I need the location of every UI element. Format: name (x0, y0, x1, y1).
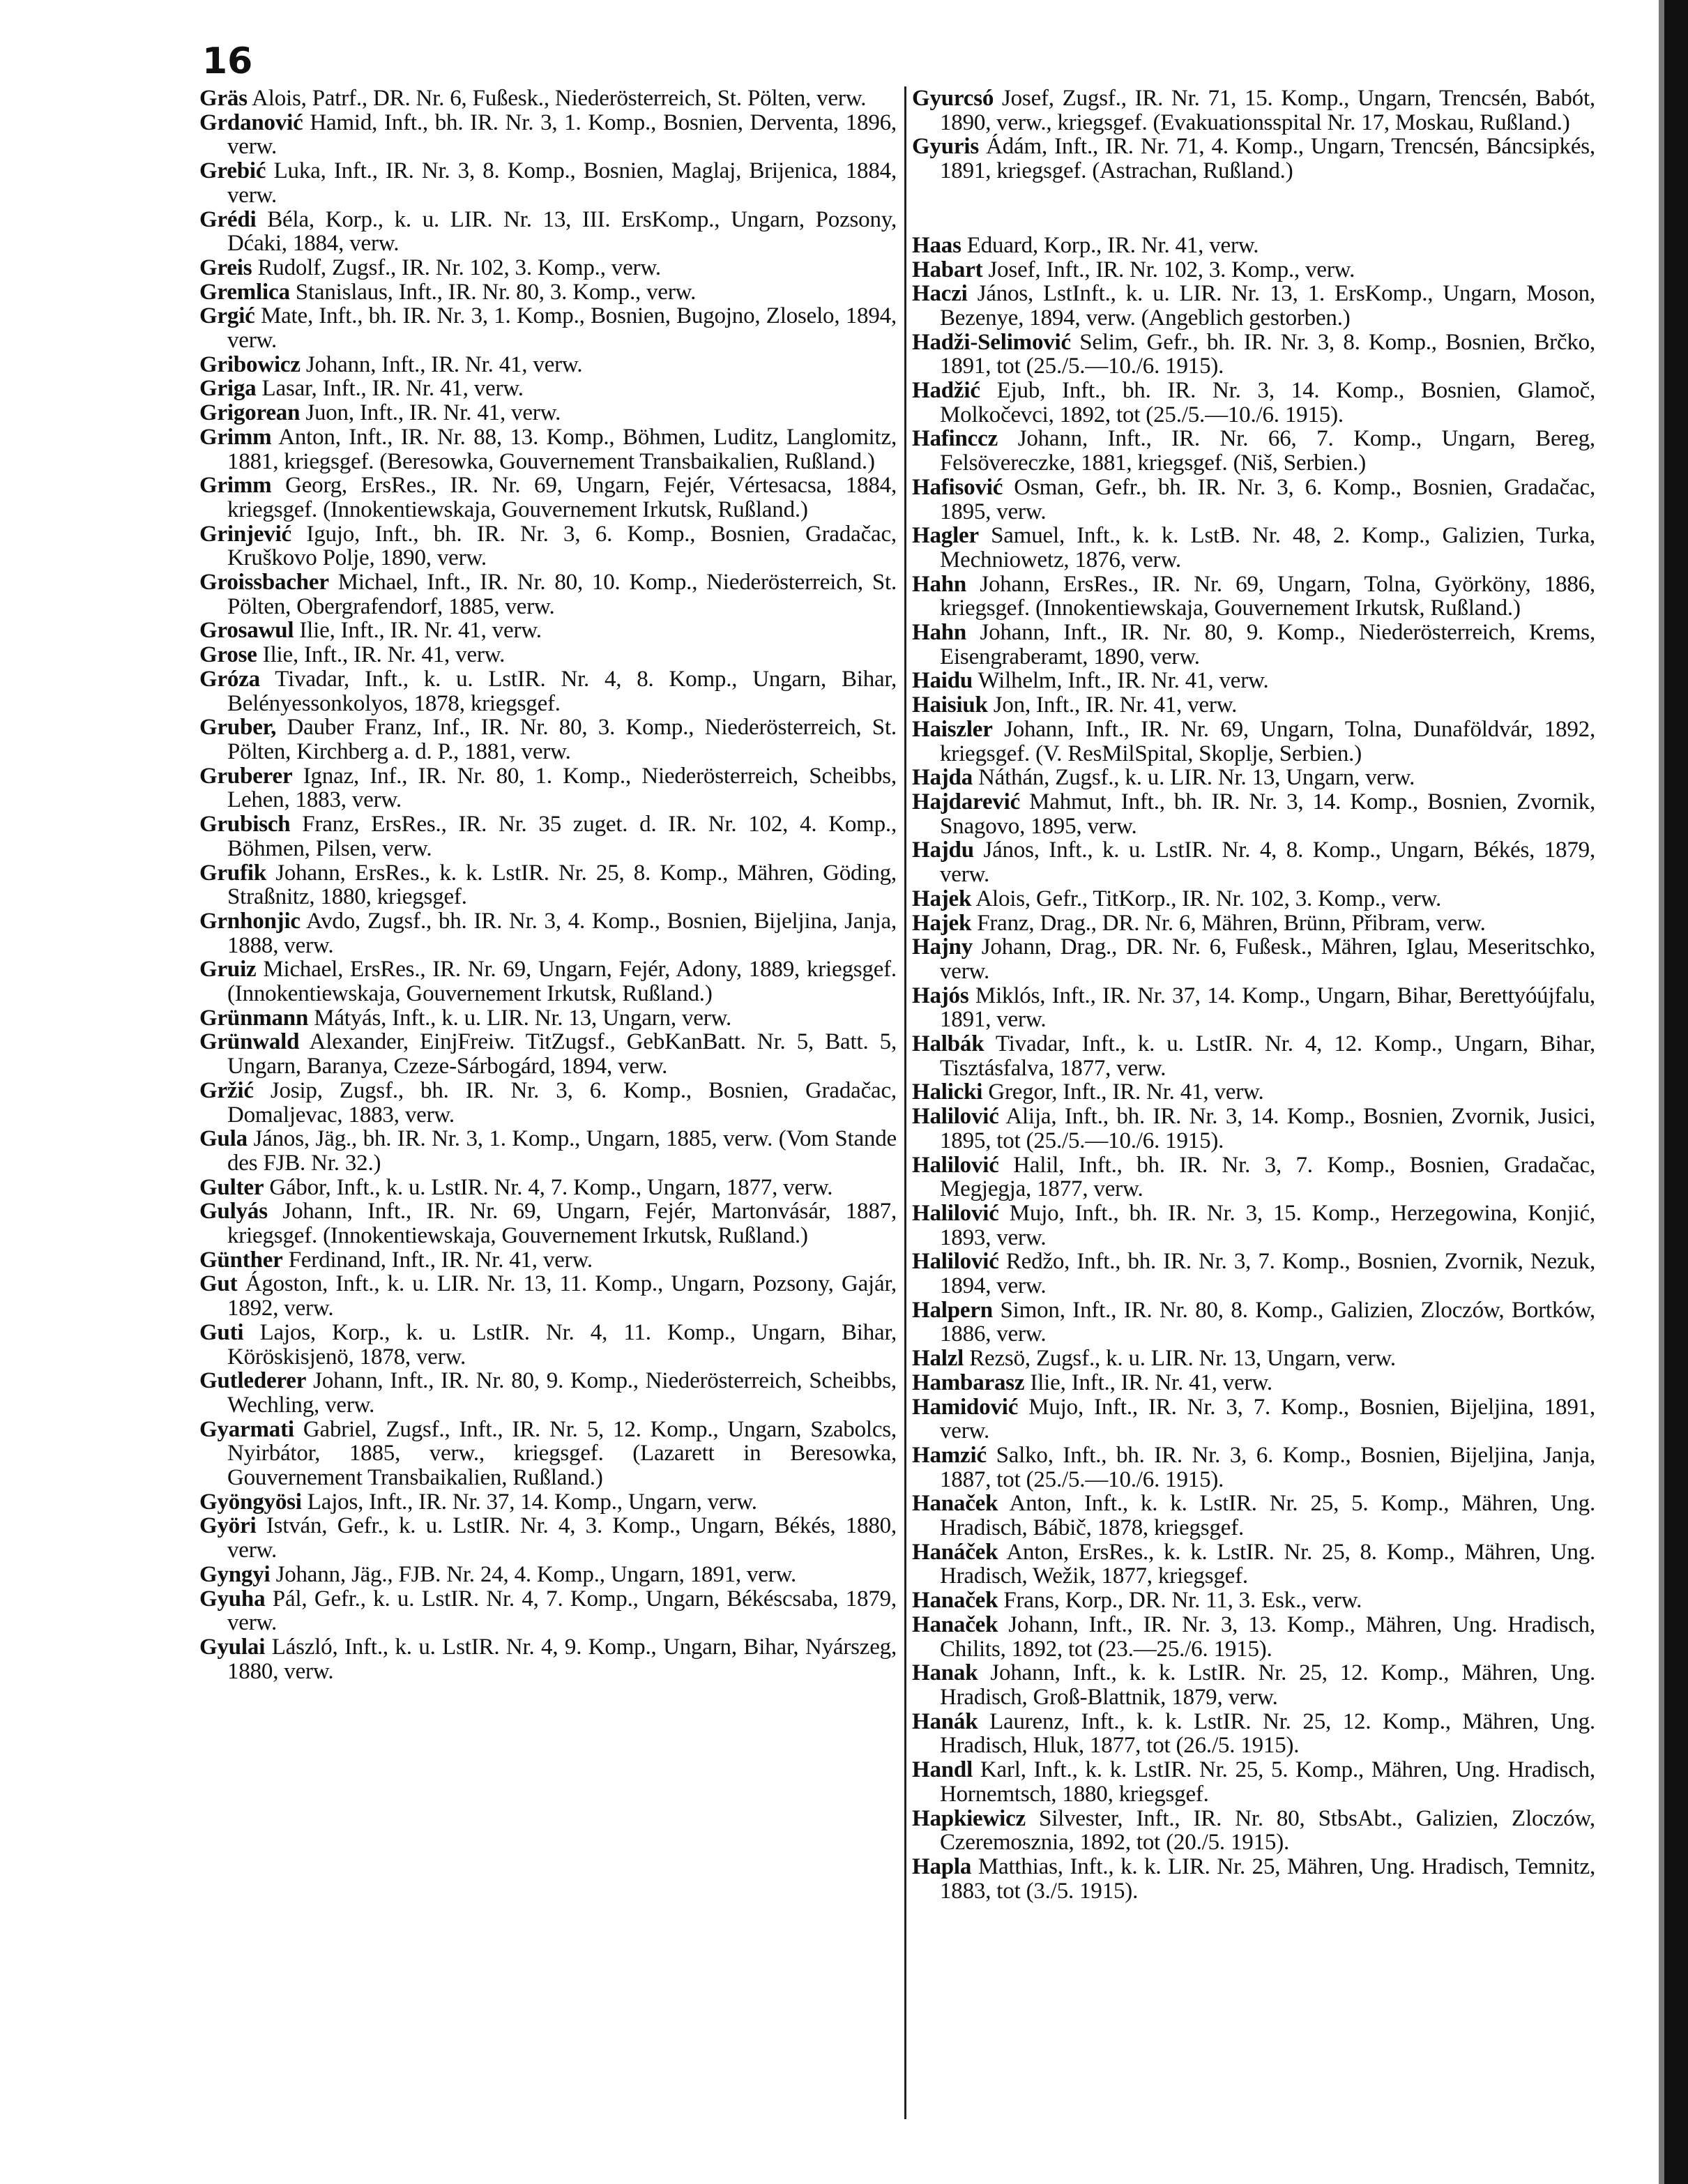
entry-surname: Hagler (912, 523, 979, 549)
register-entry (199, 764, 897, 812)
entry-details: Tivadar, Inft., k. u. LstIR. Nr. 4, 8. Komp., Ungarn, Bihar, Belényessonkolyos, 1878, kriegsgef. (227, 666, 897, 716)
entry-surname: Halilović (912, 1104, 999, 1130)
register-entry (912, 790, 1595, 838)
entry-surname: Hajek (912, 886, 972, 911)
entry-surname: Gräs (199, 86, 248, 111)
entry-details: Avdo, Zugsf., bh. IR. Nr. 3, 4. Komp., Bosnien, Bijeljina, Janja, 1888, verw. (227, 908, 897, 958)
entry-details: Josip, Zugsf., bh. IR. Nr. 3, 6. Komp., Bosnien, Gradačac, Domaljevac, 1883, verw. (227, 1077, 897, 1128)
entry-surname: Grünmann (199, 1005, 309, 1031)
entry-details: Johann, Drag., DR. Nr. 6, Fußesk., Mähren, Iglau, Meseritschko, verw. (940, 934, 1595, 984)
register-entry (912, 1080, 1595, 1105)
entry-surname: Haas (912, 232, 961, 258)
entry-surname: Halbák (912, 1031, 984, 1057)
register-entry (912, 1855, 1595, 1903)
register-entry (912, 234, 1595, 258)
page-number: 16 (202, 40, 253, 82)
register-entry (912, 379, 1595, 427)
entry-details: Johann, Inft., IR. Nr. 80, 9. Komp., Niederösterreich, Scheibbs, Wechling, verw. (227, 1368, 897, 1418)
register-entry (912, 1807, 1595, 1855)
entry-surname: Györi (199, 1513, 257, 1539)
register-entry (912, 1201, 1595, 1250)
entry-surname: Gulter (199, 1174, 264, 1200)
entry-surname: Halilović (912, 1200, 999, 1226)
entry-details: Samuel, Inft., k. k. LstB. Nr. 48, 2. Komp., Galizien, Turka, Mechniowetz, 1876, verw. (940, 523, 1595, 572)
entry-surname: Halicki (912, 1079, 983, 1105)
entry-details: Dauber Franz, Inf., IR. Nr. 80, 3. Komp., Niederösterreich, St. Pölten, Kirchberg a. d. P., 1881, verw. (227, 715, 897, 764)
entry-details: Osman, Gefr., bh. IR. Nr. 3, 6. Komp., Bosnien, Gradačac, 1895, verw. (940, 474, 1595, 524)
entry-details: Josef, Inft., IR. Nr. 102, 3. Komp., verw. (988, 257, 1355, 282)
entry-surname: Hajek (912, 910, 972, 936)
entry-surname: Grosawul (199, 618, 294, 644)
entry-details: Selim, Gefr., bh. IR. Nr. 3, 8. Komp., Bosnien, Brčko, 1891, tot (25./5.—10./6. 1915). (940, 329, 1595, 379)
entry-details: Ejub, Inft., bh. IR. Nr. 3, 14. Komp., Bosnien, Glamoč, Molkočevci, 1892, tot (25./5.—10./6. 1915). (940, 378, 1595, 427)
entry-surname: Gula (199, 1126, 248, 1152)
register-entry (912, 911, 1595, 936)
register-entry (199, 1176, 897, 1200)
entry-details: Rudolf, Zugsf., IR. Nr. 102, 3. Komp., verw. (257, 255, 661, 280)
entry-details: Mátyás, Inft., k. u. LIR. Nr. 13, Ungarn, verw. (314, 1005, 732, 1031)
right-column-h-section (912, 234, 1595, 1904)
entry-details: Anton, ErsRes., k. k. LstIR. Nr. 25, 8. Komp., Mähren, Ung. Hradisch, Wežik, 1877, kriegsgef. (940, 1539, 1595, 1589)
register-entry (912, 427, 1595, 475)
entry-surname: Hanaček (912, 1612, 998, 1637)
entry-surname: Grebić (199, 158, 266, 184)
register-entry (199, 1321, 897, 1369)
register-entry (912, 1443, 1595, 1492)
register-entry (199, 957, 897, 1006)
entry-surname: Hajdarević (912, 789, 1021, 814)
entry-surname: Gyuris (912, 134, 979, 160)
entry-details: Ágoston, Inft., k. u. LIR. Nr. 13, 11. Komp., Ungarn, Pozsony, Gajár, 1892, verw. (227, 1271, 897, 1321)
entry-details: Johann, ErsRes., IR. Nr. 69, Ungarn, Tolna, Györköny, 1886, kriegsgef. (Innokentiewskaja, Gouvernement Irkutsk, Rußland.) (940, 571, 1595, 621)
entry-surname: Gruiz (199, 957, 257, 983)
register-entry (199, 1514, 897, 1562)
entry-surname: Halzl (912, 1346, 964, 1372)
entry-surname: Hahn (912, 620, 967, 646)
entry-surname: Grgić (199, 303, 255, 329)
register-entry (912, 1588, 1595, 1613)
register-entry (199, 861, 897, 909)
entry-details: János, LstInft., k. u. LIR. Nr. 13, 1. ErsKomp., Ungarn, Moson, Bezenye, 1894, verw. (Angeblich gestorben.) (940, 281, 1595, 331)
register-entry (199, 1006, 897, 1031)
entry-details: Anton, Inft., IR. Nr. 88, 13. Komp., Böhmen, Luditz, Langlomitz, 1881, kriegsgef. (Beresowka, Gouvernement Transbaikalien, Rußland.) (227, 424, 897, 474)
entry-details: Alois, Patrf., DR. Nr. 6, Fußesk., Niederösterreich, St. Pölten, verw. (252, 86, 867, 111)
entry-surname: Gyuha (199, 1586, 266, 1612)
register-entry (912, 1371, 1595, 1395)
entry-details: Halil, Inft., bh. IR. Nr. 3, 7. Komp., Bosnien, Gradačac, Megjegja, 1877, verw. (940, 1152, 1595, 1202)
entry-surname: Hapkiewicz (912, 1805, 1026, 1831)
entry-surname: Greis (199, 255, 252, 280)
entry-surname: Gribowicz (199, 351, 301, 377)
register-entry (199, 909, 897, 957)
register-entry (912, 86, 1595, 135)
register-entry (199, 1248, 897, 1273)
entry-surname: Hadžić (912, 378, 980, 404)
register-entry (199, 1079, 897, 1127)
entry-surname: Hajny (912, 934, 973, 960)
register-entry (912, 135, 1595, 183)
entry-details: Gabriel, Zugsf., Inft., IR. Nr. 5, 12. Komp., Ungarn, Szabolcs, Nyirbátor, 1885, verw., kriegsgef. (Lazarett in Beresowka, Gouvernement Transbaikalien, Rußland.) (227, 1416, 897, 1491)
column-divider (904, 86, 906, 2119)
entry-details: Lajos, Korp., k. u. LstIR. Nr. 4, 11. Komp., Ungarn, Bihar, Köröskisjenö, 1878, verw. (227, 1319, 897, 1370)
entry-surname: Grünwald (199, 1029, 300, 1055)
entry-details: Ilie, Inft., IR. Nr. 41, verw. (299, 618, 542, 644)
entry-details: Mujo, Inft., bh. IR. Nr. 3, 15. Komp., Herzegowina, Konjić, 1893, verw. (940, 1200, 1595, 1250)
entry-details: Johann, Inft., IR. Nr. 69, Ungarn, Tolna, Dunaföldvár, 1892, kriegsgef. (V. ResMilSpital, Skoplje, Serbien.) (940, 716, 1595, 766)
entry-details: Laurenz, Inft., k. k. LstIR. Nr. 25, 12. Komp., Mähren, Ung. Hradisch, Hluk, 1877, tot (26./5. 1915). (940, 1708, 1595, 1759)
entry-surname: Hanaček (912, 1491, 998, 1517)
entry-surname: Grose (199, 642, 257, 668)
register-entry (912, 476, 1595, 524)
right-column (912, 86, 1595, 1903)
entry-details: János, Inft., k. u. LstIR. Nr. 4, 8. Komp., Ungarn, Békés, 1879, verw. (940, 837, 1595, 888)
entry-details: Johann, Inft., IR. Nr. 41, verw. (305, 351, 583, 377)
register-entry (912, 1153, 1595, 1201)
entry-surname: Gut (199, 1271, 238, 1297)
register-entry (912, 258, 1595, 282)
entry-surname: Hambarasz (912, 1370, 1025, 1395)
entry-surname: Grnhonjic (199, 908, 301, 934)
register-entry (199, 1199, 897, 1248)
entry-surname: Grinjević (199, 521, 291, 547)
register-entry (199, 1369, 897, 1417)
entry-details: Alija, Inft., bh. IR. Nr. 3, 14. Komp., Bosnien, Zvornik, Jusici, 1895, tot (25./5.—10./6. 1915). (940, 1104, 1595, 1153)
entry-details: Michael, ErsRes., IR. Nr. 69, Ungarn, Fejér, Adony, 1889, kriegsgef. (Innokentiewskaja, Gouvernement Irkutsk, Rußland.) (227, 957, 897, 1007)
entry-surname: Gruber, (199, 715, 277, 741)
entry-details: Gregor, Inft., IR. Nr. 41, verw. (988, 1079, 1264, 1105)
entry-surname: Hahn (912, 571, 967, 597)
entry-details: Simon, Inft., IR. Nr. 80, 8. Komp., Galizien, Zloczów, Bortków, 1886, verw. (940, 1297, 1595, 1347)
entry-surname: Haczi (912, 281, 968, 307)
entry-details: Alois, Gefr., TitKorp., IR. Nr. 102, 3. Komp., verw. (975, 886, 1442, 911)
register-entry (199, 425, 897, 473)
register-entry (199, 812, 897, 860)
entry-surname: Hapla (912, 1853, 972, 1879)
entry-surname: Hamidović (912, 1394, 1019, 1420)
register-entry (199, 570, 897, 619)
entry-surname: Hajdu (912, 837, 974, 863)
register-entry (912, 1032, 1595, 1080)
entry-details: Lasar, Inft., IR. Nr. 41, verw. (261, 376, 524, 402)
entry-surname: Gutlederer (199, 1368, 307, 1394)
entry-surname: Guti (199, 1319, 244, 1345)
entry-surname: Griga (199, 376, 257, 402)
entry-details: Eduard, Korp., IR. Nr. 41, verw. (966, 232, 1259, 258)
entry-surname: Gróza (199, 666, 260, 692)
entry-surname: Grimm (199, 424, 272, 450)
entry-surname: Halilović (912, 1152, 999, 1178)
register-entry (912, 1298, 1595, 1347)
entry-surname: Gremlica (199, 279, 290, 305)
register-entry (199, 280, 897, 305)
register-entry (912, 621, 1595, 669)
entry-details: Jon, Inft., IR. Nr. 41, verw. (993, 692, 1238, 718)
entry-details: Tivadar, Inft., k. u. LstIR. Nr. 4, 12. Komp., Ungarn, Bihar, Tisztásfalva, 1877, verw. (940, 1031, 1595, 1081)
register-entry (912, 887, 1595, 911)
entry-details: Johann, Inft., IR. Nr. 80, 9. Komp., Niederösterreich, Krems, Eisengraberamt, 1890, verw. (940, 620, 1595, 669)
register-entry (199, 715, 897, 764)
entry-surname: Gyurcsó (912, 86, 994, 111)
register-entry (912, 1613, 1595, 1661)
entry-details: Johann, Inft., IR. Nr. 66, 7. Komp., Ungarn, Bereg, Felsövereczke, 1881, kriegsgef. (Niš, Serbien.) (940, 426, 1595, 476)
entry-surname: Haidu (912, 668, 973, 694)
register-entry (199, 643, 897, 667)
entry-details: Johann, ErsRes., k. k. LstIR. Nr. 25, 8. Komp., Mähren, Göding, Straßnitz, 1880, kriegsgef. (227, 860, 897, 910)
register-entry (199, 1587, 897, 1635)
register-entry (199, 1030, 897, 1078)
register-entry (912, 718, 1595, 766)
entry-details: Redžo, Inft., bh. IR. Nr. 3, 7. Komp., Bosnien, Zvornik, Nezuk, 1894, verw. (940, 1249, 1595, 1299)
entry-details: Mate, Inft., bh. IR. Nr. 3, 1. Komp., Bosnien, Bugojno, Zloselo, 1894, verw. (227, 303, 897, 354)
entry-surname: Halpern (912, 1297, 993, 1323)
register-entry (199, 304, 897, 352)
right-column-g-section (912, 86, 1595, 183)
register-entry (199, 522, 897, 570)
register-entry (912, 1105, 1595, 1153)
entry-details: Franz, Drag., DR. Nr. 6, Mähren, Brünn, Přibram, verw. (977, 910, 1486, 936)
entry-details: Ilie, Inft., IR. Nr. 41, verw. (262, 642, 505, 668)
entry-surname: Habart (912, 257, 983, 282)
register-entry (199, 619, 897, 643)
entry-surname: Hajós (912, 983, 969, 1008)
register-entry (199, 1127, 897, 1175)
entry-surname: Gyöngyösi (199, 1489, 302, 1515)
entry-surname: Hanaček (912, 1588, 998, 1614)
register-entry (912, 693, 1595, 718)
entry-details: Anton, Inft., k. k. LstIR. Nr. 25, 5. Komp., Mähren, Ung. Hradisch, Bábič, 1878, kriegsgef. (940, 1491, 1595, 1541)
entry-surname: Grigorean (199, 400, 301, 426)
entry-details: Ferdinand, Inft., IR. Nr. 41, verw. (288, 1247, 593, 1273)
entry-details: János, Jäg., bh. IR. Nr. 3, 1. Komp., Ungarn, 1885, verw. (Vom Stande des FJB. Nr. 32.) (227, 1126, 897, 1176)
register-entry (912, 1758, 1595, 1806)
register-entry (912, 331, 1595, 379)
register-entry (199, 111, 897, 159)
register-entry (199, 1272, 897, 1320)
entry-details: Rezsö, Zugsf., k. u. LIR. Nr. 13, Ungarn, verw. (969, 1346, 1396, 1372)
entry-details: Mujo, Inft., IR. Nr. 3, 7. Komp., Bosnien, Bijeljina, 1891, verw. (940, 1394, 1595, 1444)
entry-surname: Gyngyi (199, 1561, 271, 1587)
register-entry (199, 473, 897, 522)
register-entry (199, 1490, 897, 1515)
entry-details: Pál, Gefr., k. u. LstIR. Nr. 4, 7. Komp., Ungarn, Békéscsaba, 1879, verw. (227, 1586, 897, 1636)
register-entry (199, 256, 897, 280)
entry-surname: Hanák (912, 1708, 978, 1734)
entry-details: Gábor, Inft., k. u. LstIR. Nr. 4, 7. Komp., Ungarn, 1877, verw. (269, 1174, 833, 1200)
entry-details: Miklós, Inft., IR. Nr. 37, 14. Komp., Ungarn, Bihar, Berettyóújfalu, 1891, verw. (940, 983, 1595, 1033)
entry-details: Salko, Inft., bh. IR. Nr. 3, 6. Komp., Bosnien, Bijeljina, Janja, 1887, tot (25./5.—10./6. 1915). (940, 1442, 1596, 1492)
entry-details: Luka, Inft., IR. Nr. 3, 8. Komp., Bosnien, Maglaj, Brijenica, 1884, verw. (227, 158, 897, 208)
entry-surname: Günther (199, 1247, 283, 1273)
register-entry (199, 353, 897, 377)
entry-details: Hamid, Inft., bh. IR. Nr. 3, 1. Komp., Bosnien, Derventa, 1896, verw. (227, 109, 897, 160)
entry-details: Franz, ErsRes., IR. Nr. 35 zuget. d. IR. Nr. 102, 4. Komp., Böhmen, Pilsen, verw. (227, 812, 897, 861)
register-entry (912, 935, 1595, 983)
register-entry (199, 1418, 897, 1490)
register-entry (199, 377, 897, 401)
section-gap (912, 183, 1595, 234)
entry-details: Béla, Korp., k. u. LIR. Nr. 13, III. ErsKomp., Ungarn, Pozsony, Dćaki, 1884, verw. (227, 206, 897, 257)
entry-surname: Groissbacher (199, 570, 329, 596)
entry-surname: Gyulai (199, 1635, 266, 1660)
entry-surname: Hafisović (912, 474, 1003, 500)
entry-surname: Gruberer (199, 763, 293, 789)
entry-details: Johann, Inft., IR. Nr. 3, 13. Komp., Mähren, Ung. Hradisch, Chilits, 1892, tot (23.—25./6. 1915). (940, 1612, 1595, 1662)
register-entry (912, 282, 1595, 330)
register-entry (199, 401, 897, 425)
register-entry (199, 159, 897, 207)
register-entry (912, 524, 1595, 572)
register-entry (199, 667, 897, 715)
entry-details: Johann, Inft., IR. Nr. 69, Ungarn, Fejér, Martonvásár, 1887, kriegsgef. (Innokentiewskaja, Gouvernement Irkutsk, Rußland.) (227, 1199, 897, 1249)
register-entry (199, 1635, 897, 1683)
entry-details: Igujo, Inft., bh. IR. Nr. 3, 6. Komp., Bosnien, Gradačac, Kruškovo Polje, 1890, verw. (227, 521, 897, 571)
entry-surname: Gulyás (199, 1199, 268, 1224)
entry-surname: Haisiuk (912, 692, 988, 718)
register-entry (912, 838, 1595, 886)
entry-details: Juon, Inft., IR. Nr. 41, verw. (305, 400, 561, 426)
entry-surname: Grimm (199, 473, 272, 499)
entry-surname: Hadži-Selimović (912, 329, 1071, 355)
register-entry (912, 1710, 1595, 1758)
entry-surname: Halilović (912, 1249, 999, 1275)
register-entry (912, 984, 1595, 1032)
entry-details: Ignaz, Inf., IR. Nr. 80, 1. Komp., Niederösterreich, Scheibbs, Lehen, 1883, verw. (227, 763, 897, 813)
page-edge-shadow (1659, 0, 1664, 2184)
entry-details: Silvester, Inft., IR. Nr. 80, StbsAbt., Galizien, Zloczów, Czeremosznia, 1892, tot (20./5. 1915). (940, 1805, 1595, 1856)
entry-details: László, Inft., k. u. LstIR. Nr. 4, 9. Komp., Ungarn, Bihar, Nyárszeg, 1880, verw. (227, 1635, 897, 1684)
entry-details: Matthias, Inft., k. k. LIR. Nr. 25, Mähren, Ung. Hradisch, Temnitz, 1883, tot (3./5. 1915). (940, 1853, 1595, 1904)
register-entry (912, 1661, 1595, 1709)
register-entry (912, 1250, 1595, 1298)
entry-details: Johann, Jäg., FJB. Nr. 24, 4. Komp., Ungarn, 1891, verw. (275, 1561, 797, 1587)
entry-details: Michael, Inft., IR. Nr. 80, 10. Komp., Niederösterreich, St. Pölten, Obergrafendorf, 1885, verw. (227, 570, 897, 619)
entry-surname: Hanáček (912, 1539, 998, 1565)
entry-details: Lajos, Inft., IR. Nr. 37, 14. Komp., Ungarn, verw. (307, 1489, 757, 1515)
register-entry (912, 1540, 1595, 1588)
entry-details: Josef, Zugsf., IR. Nr. 71, 15. Komp., Ungarn, Trencsén, Babót, 1890, verw., kriegsgef. (Evakuationsspital Nr. 17, Moskau, Rußland.) (940, 86, 1595, 135)
entry-surname: Hanak (912, 1660, 978, 1686)
entry-surname: Handl (912, 1757, 973, 1783)
register-entry (912, 572, 1595, 621)
entry-details: Ilie, Inft., IR. Nr. 41, verw. (1030, 1370, 1272, 1395)
entry-details: Georg, ErsRes., IR. Nr. 69, Ungarn, Fejér, Vértesacsa, 1884, kriegsgef. (Innokentiewskaja, Gouvernement Irkutsk, Rußland.) (227, 473, 897, 522)
entry-surname: Hamzić (912, 1442, 987, 1468)
entry-surname: Grédi (199, 206, 257, 232)
entry-details: Wilhelm, Inft., IR. Nr. 41, verw. (978, 668, 1269, 694)
entry-details: Frans, Korp., DR. Nr. 11, 3. Esk., verw. (1003, 1588, 1362, 1614)
entry-surname: Grdanović (199, 109, 303, 135)
register-entry (912, 669, 1595, 693)
register-entry (199, 86, 897, 111)
register-entry (199, 1563, 897, 1587)
entry-surname: Grufik (199, 860, 266, 886)
left-column (199, 86, 897, 1683)
register-entry (912, 1492, 1595, 1540)
scan-border (1664, 0, 1688, 2184)
entry-surname: Hajda (912, 765, 973, 791)
entry-details: Stanislaus, Inft., IR. Nr. 80, 3. Komp., verw. (295, 279, 697, 305)
register-entry (912, 766, 1595, 790)
register-entry (912, 1395, 1595, 1443)
entry-details: Karl, Inft., k. k. LstIR. Nr. 25, 5. Komp., Mähren, Ung. Hradisch, Hornemtsch, 1880, kriegsgef. (940, 1757, 1595, 1807)
register-entry (199, 208, 897, 256)
entry-details: István, Gefr., k. u. LstIR. Nr. 4, 3. Komp., Ungarn, Békés, 1880, verw. (227, 1513, 897, 1563)
register-entry (912, 1347, 1595, 1371)
entry-details: Alexander, EinjFreiw. TitZugsf., GebKanBatt. Nr. 5, Batt. 5, Ungarn, Baranya, Czeze-Sárbogárd, 1894, verw. (227, 1029, 897, 1079)
entry-details: Mahmut, Inft., bh. IR. Nr. 3, 14. Komp., Bosnien, Zvornik, Snagovo, 1895, verw. (940, 789, 1595, 839)
entry-surname: Hafinccz (912, 426, 998, 452)
entry-surname: Grubisch (199, 812, 291, 837)
entry-surname: Haiszler (912, 716, 993, 742)
entry-surname: Gyarmati (199, 1416, 294, 1442)
entry-surname: Gržić (199, 1077, 254, 1103)
entry-details: Johann, Inft., k. k. LstIR. Nr. 25, 12. Komp., Mähren, Ung. Hradisch, Groß-Blattnik, 1879, verw. (940, 1660, 1595, 1710)
entry-details: Ádám, Inft., IR. Nr. 71, 4. Komp., Ungarn, Trencsén, Báncsipkés, 1891, kriegsgef. (Astrachan, Rußland.) (940, 134, 1595, 184)
entry-details: Náthán, Zugsf., k. u. LIR. Nr. 13, Ungarn, verw. (978, 765, 1415, 791)
